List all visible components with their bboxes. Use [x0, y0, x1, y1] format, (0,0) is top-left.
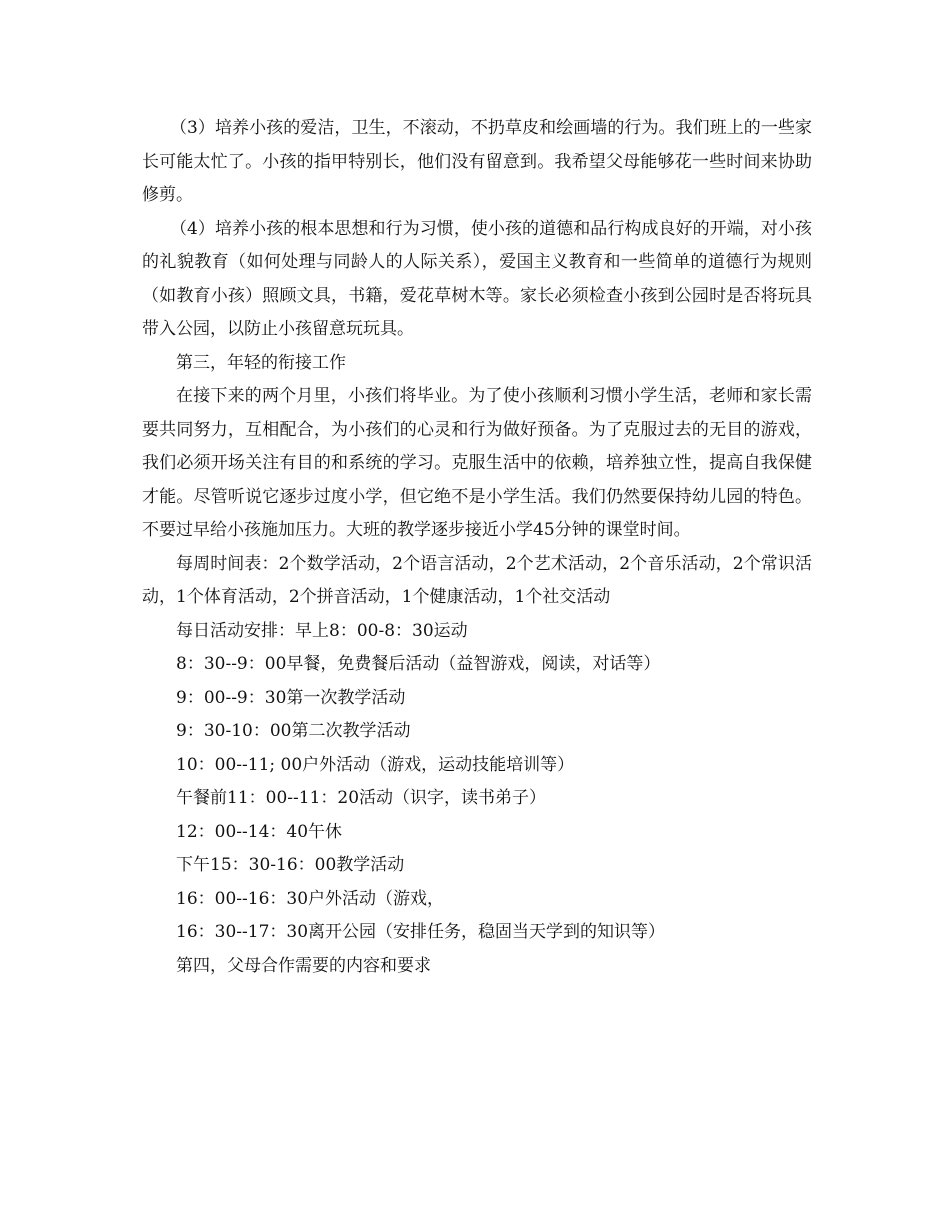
- paragraph-weekly-schedule: 每周时间表：2个数学活动，2个语言活动，2个艺术活动，2个音乐活动，2个常识活动，1个体育活动，2个拼音活动，1个健康活动，1个社交活动: [142, 553, 812, 607]
- schedule-line: 9：30-10：00第二次教学活动: [176, 721, 411, 741]
- schedule-line: 8：30--9：00早餐，免费餐后活动（益智游戏，阅读，对话等）: [176, 654, 661, 674]
- document-body: [142, 112, 812, 983]
- paragraph-hygiene: （3）培养小孩的爱洁，卫生，不滚动，不扔草皮和绘画墙的行为。我们班上的一些家长可能太忙了。小孩的指甲特别长，他们没有留意到。我希望父母能够花一些时间来协助修剪。: [142, 118, 812, 205]
- paragraph-habits: （4）培养小孩的根本思想和行为习惯，使小孩的道德和品行构成良好的开端，对小孩的礼貌教育（如何处理与同龄人的人际关系），爱国主义教育和一些简单的道德行为规则（如教育小孩）照顾文具，书籍，爱花草树木等。家长必须检查小孩到公园时是否将玩具带入公园，以防止小孩留意玩玩具。: [142, 218, 812, 339]
- schedule-line: 12：00--14：40午休: [176, 821, 343, 842]
- schedule-line: 每日活动安排：早上8：00-8：30运动: [176, 620, 468, 641]
- schedule-line: 16：00--16：30户外活动（游戏，: [176, 888, 445, 909]
- schedule-line: 午餐前11：00--11：20活动（识字，读书弟子）: [176, 788, 547, 808]
- schedule-line: 16：30--17：30离开公园（安排任务，稳固当天学到的知识等）: [176, 922, 666, 942]
- schedule-line: 9：00--9：30第一次教学活动: [176, 687, 406, 708]
- paragraph-transition: 在接下来的两个月里，小孩们将毕业。为了使小孩顺利习惯小学生活，老师和家长需要共同努力，互相配合，为小孩们的心灵和行为做好预备。为了克服过去的无目的游戏，我们必须开场关注有目的和系统的学习。克服生活中的依赖，培养独立性，提高自我保健才能。尽管听说它逐步过度小学，但它绝不是小学生活。我们仍然要保持幼儿园的特色。不要过早给小孩施加压力。大班的教学逐步接近小学45分钟的课堂时间。: [142, 386, 812, 540]
- section-heading-transition: 第三，年轻的衔接工作: [176, 352, 346, 373]
- schedule-line: 10：00--11; 00户外活动（游戏，运动技能培训等）: [176, 754, 575, 775]
- schedule-line: 下午15：30-16：00教学活动: [176, 855, 405, 875]
- section-heading-parents: 第四，父母合作需要的内容和要求: [176, 955, 431, 976]
